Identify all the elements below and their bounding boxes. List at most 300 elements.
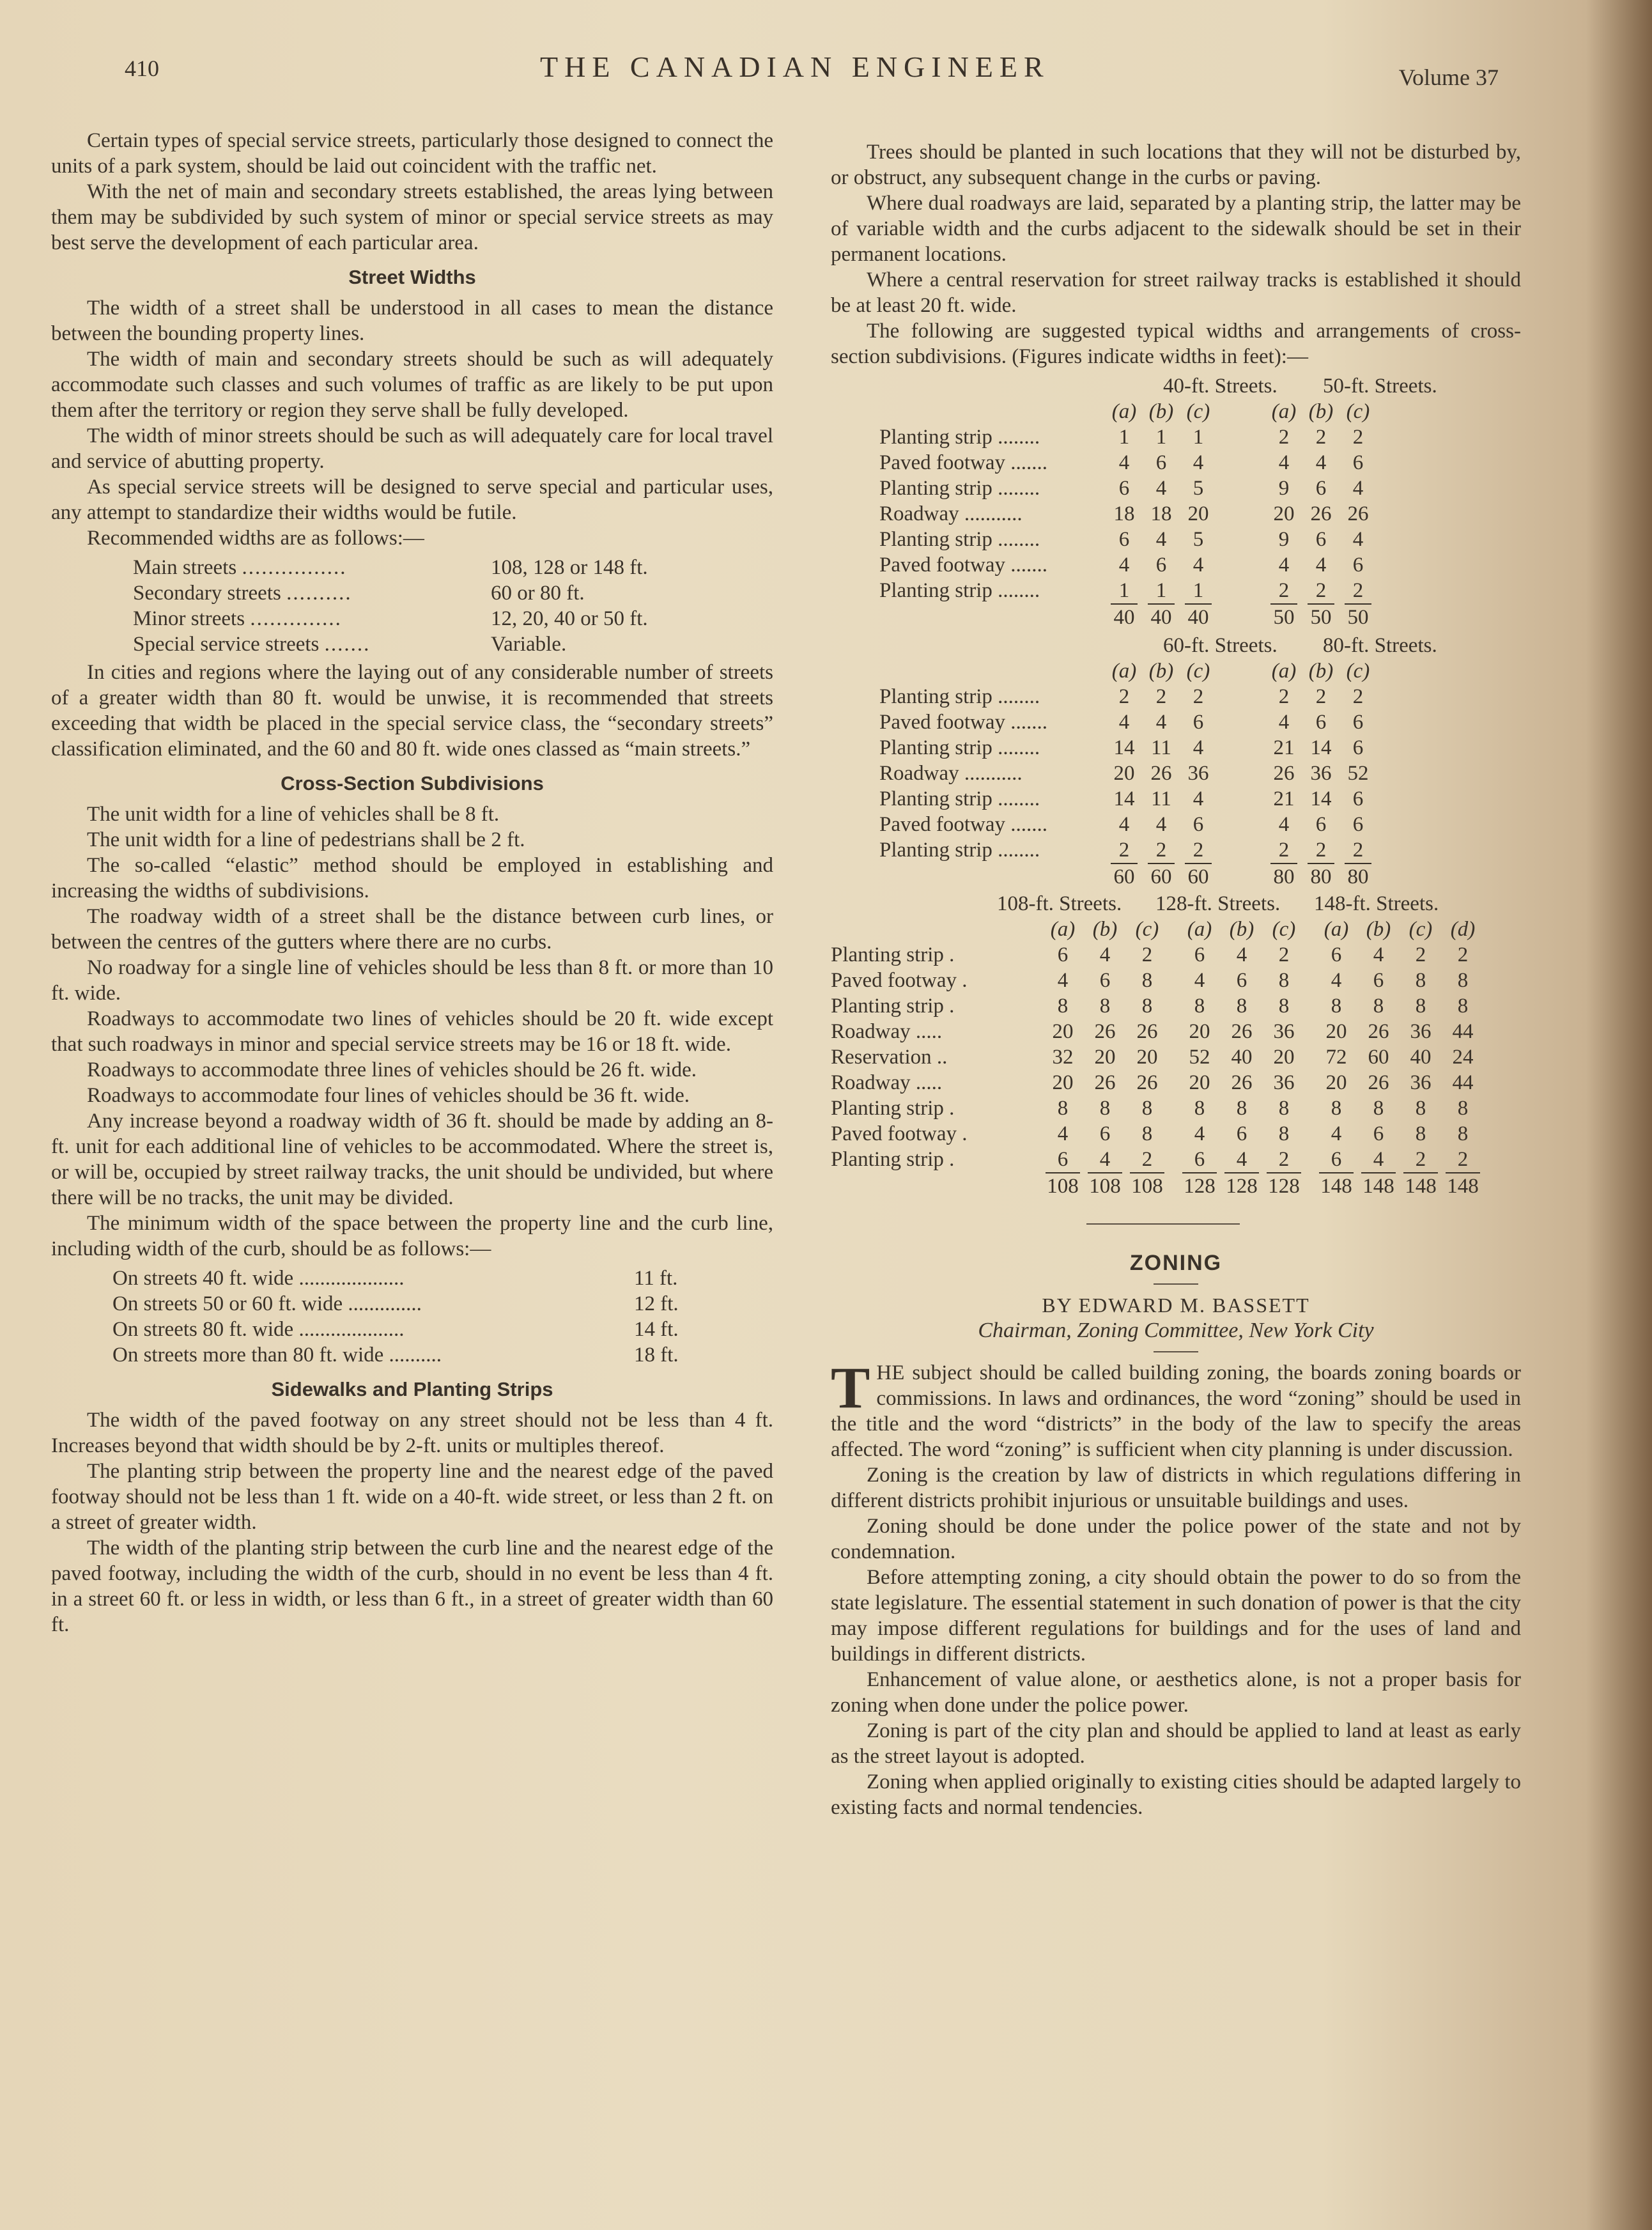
table-cell: 6: [1194, 1148, 1205, 1171]
table-cell: 4: [1352, 477, 1364, 500]
section-heading-street-widths: Street Widths: [348, 266, 476, 288]
column-gap: [1217, 709, 1265, 735]
column-header: (c): [1346, 660, 1370, 683]
table-cell: 44: [1452, 1020, 1474, 1043]
table-cell: 8: [1141, 969, 1153, 992]
table-cell: 2: [1457, 1148, 1469, 1171]
row-label: Planting strip .: [831, 1097, 955, 1120]
group-header: 148-ft. Streets.: [1314, 892, 1439, 915]
table-cell: 26: [1368, 1071, 1389, 1094]
column-gap: [1168, 1121, 1178, 1147]
column-header: (a): [1111, 660, 1137, 683]
column-header: (b): [1092, 918, 1118, 941]
column-gap: [1168, 1172, 1178, 1198]
paragraph: The so-called “elastic” method should be employed in establishing and increasing the widths of subdivisions.: [51, 854, 773, 902]
curb-row: [112, 1291, 773, 1317]
paragraph: As special service streets will be designed to serve special and particular uses, any attempt to standardize their widths would be futile.: [51, 476, 773, 524]
total-cell: 128: [1224, 1172, 1259, 1198]
table-cell: 4: [1194, 1122, 1205, 1145]
table-cell: 2: [1278, 426, 1290, 449]
table-cell: 20: [1189, 1020, 1210, 1043]
table-cell: 6: [1352, 787, 1364, 810]
column-gap: [1305, 942, 1315, 968]
journal-title: THE CANADIAN ENGINEER: [540, 50, 1050, 83]
table-corner: [831, 658, 1106, 684]
curb-label: On streets more than 80 ft. wide ..........: [112, 1343, 442, 1367]
table-row: [831, 1070, 1521, 1096]
table-cell: 26: [1368, 1020, 1389, 1043]
table-cell: 20: [1136, 1046, 1158, 1069]
table-cell: 4: [1236, 943, 1247, 966]
table-cell: 4: [1057, 1122, 1069, 1145]
total-cell: 80: [1345, 863, 1371, 888]
paragraph: In cities and regions where the laying out of any considerable number of streets of a greater width than 80 ft. would be unwise, it is recommended that streets exceeding that width be placed in the special service class, the “secondary streets” classification eliminated, and the 60 and 80 ft. wide ones classed as “main streets.”: [51, 661, 773, 761]
table-cell: 6: [1352, 813, 1364, 836]
total-cell: 80: [1270, 863, 1297, 888]
paragraph: The unit width for a line of pedestrians shall be 2 ft.: [87, 828, 525, 851]
table-cell: 4: [1331, 969, 1342, 992]
table-cell: 36: [1410, 1020, 1432, 1043]
table-cell: 8: [1236, 1097, 1247, 1120]
paragraph: The following are suggested typical widths and arrangements of cross-section subdivisions. (Figures indicate widths in feet):—: [831, 320, 1521, 368]
table-cell: 26: [1231, 1020, 1253, 1043]
table-cell: 14: [1310, 736, 1332, 759]
row-label: Paved footway .......: [879, 451, 1048, 474]
paragraph: The width of minor streets should be such as will adequately care for local travel and service of abutting property.: [51, 424, 773, 473]
column-gap: [1305, 993, 1315, 1019]
width-row: [133, 580, 773, 606]
table-cell: 1: [1118, 426, 1130, 449]
column-gap: [1217, 786, 1265, 812]
paragraph: The minimum width of the space between the property line and the curb line, including width of the curb, should be as follows:—: [51, 1212, 773, 1260]
cross-section-table-108-148: [831, 891, 1521, 1198]
column-gap: [1305, 1147, 1315, 1172]
leader-dots: ................: [242, 556, 347, 579]
total-cell: 50: [1345, 603, 1371, 629]
table-row: [831, 968, 1521, 993]
totals-label: [831, 863, 1106, 888]
paragraph: No roadway for a single line of vehicles should be less than 8 ft. or more than 10 ft. wide.: [51, 956, 773, 1005]
paragraph: Enhancement of value alone, or aesthetics alone, is not a proper basis for zoning when done under the police power.: [831, 1668, 1521, 1717]
table-cell: 2: [1415, 943, 1426, 966]
row-label: Paved footway .......: [879, 813, 1048, 836]
table-group-headers: [831, 373, 1521, 399]
paragraph: The planting strip between the property line and the nearest edge of the paved footway should not be less than 1 ft. wide on a 40-ft. wide street, or less than 2 ft. on a street of greater width.: [51, 1460, 773, 1534]
table-group-headers: [831, 633, 1521, 658]
byline: BY EDWARD M. BASSETT: [1042, 1294, 1310, 1317]
totals-label: [831, 603, 1106, 629]
total-cell: 40: [1185, 603, 1212, 629]
table-cell: 2: [1415, 1148, 1426, 1171]
curb-label: On streets 40 ft. wide ....................: [112, 1267, 405, 1290]
total-cell: 148: [1361, 1172, 1396, 1198]
table-row: [831, 837, 1521, 863]
table-cell: 72: [1325, 1046, 1347, 1069]
table-cell: 2: [1278, 685, 1290, 708]
curb-label: On streets 50 or 60 ft. wide ..............: [112, 1292, 422, 1315]
table-cell: 26: [1273, 762, 1295, 785]
paragraph: The width of the planting strip between the curb line and the nearest edge of the paved footway, including the width of the curb, should in no event be less than 4 ft. in a street 60 ft. or less in width, or less than 6 ft., in a street of greater width than 60 ft.: [51, 1537, 773, 1636]
table-cell: 5: [1193, 528, 1204, 551]
table-cell: 8: [1373, 995, 1384, 1018]
width-label: Secondary streets: [133, 582, 281, 605]
column-header: (c): [1346, 400, 1370, 423]
table-cell: 52: [1189, 1046, 1210, 1069]
column-gap: [1305, 917, 1315, 942]
curb-label: On streets 80 ft. wide ....................: [112, 1318, 405, 1341]
column-header: (c): [1409, 918, 1433, 941]
table-cell: 4: [1278, 711, 1290, 734]
table-cell: 6: [1193, 813, 1204, 836]
table-cell: 6: [1315, 711, 1327, 734]
column-gap: [1217, 501, 1265, 527]
table-cell: 4: [1373, 1148, 1384, 1171]
row-label: Roadway .....: [831, 1020, 943, 1043]
table-cell: 8: [1457, 969, 1469, 992]
table-cell: 1: [1193, 426, 1204, 449]
table-cell: 2: [1278, 1148, 1290, 1171]
table-cell: 14: [1310, 787, 1332, 810]
table-cell: 2: [1118, 839, 1130, 862]
title-rule: [1154, 1283, 1198, 1285]
table-cell: 18: [1150, 502, 1172, 525]
column-gap: [1168, 968, 1178, 993]
curb-value: 18 ft.: [634, 1343, 679, 1367]
table-cell: 4: [1373, 943, 1384, 966]
table-row: [831, 942, 1521, 968]
table-cell: 8: [1057, 1097, 1069, 1120]
table-cell: 36: [1273, 1020, 1295, 1043]
table-column-headers: [831, 658, 1521, 684]
table-cell: 8: [1278, 1122, 1290, 1145]
table-cell: 8: [1194, 995, 1205, 1018]
table-cell: 26: [1136, 1071, 1158, 1094]
total-cell: 148: [1403, 1172, 1438, 1198]
table-cell: 2: [1141, 1148, 1153, 1171]
group-header: 40-ft. Streets.: [1163, 375, 1278, 398]
section-heading-sidewalks: Sidewalks and Planting Strips: [271, 1378, 553, 1400]
table-group-headers: [831, 891, 1521, 917]
paragraph: The unit width for a line of vehicles shall be 8 ft.: [87, 803, 500, 826]
table-cell: 8: [1057, 995, 1069, 1018]
row-label: Planting strip ........: [879, 787, 1040, 810]
table-cell: 1: [1155, 426, 1167, 449]
table-cell: 26: [1094, 1071, 1116, 1094]
curb-row: [112, 1342, 773, 1368]
table-cell: 4: [1194, 969, 1205, 992]
table-cell: 4: [1193, 451, 1204, 474]
curb-widths-list: [112, 1266, 773, 1368]
author-affiliation: Chairman, Zoning Committee, New York City: [978, 1319, 1374, 1342]
total-cell: 80: [1308, 863, 1334, 888]
table-cell: 1: [1155, 579, 1167, 602]
row-label: Planting strip ........: [879, 528, 1040, 551]
column-header: (b): [1148, 400, 1174, 423]
paragraph: The roadway width of a street shall be the distance between curb lines, or between the centres of the gutters where there are no curbs.: [51, 905, 773, 954]
column-gap: [1217, 527, 1265, 552]
column-gap: [1217, 476, 1265, 501]
group-header: 128-ft. Streets.: [1155, 892, 1281, 915]
table-cell: 6: [1057, 1148, 1069, 1171]
cross-section-table-40-50: [831, 373, 1521, 629]
table-cell: 8: [1236, 995, 1247, 1018]
recommended-widths-list: [133, 555, 773, 657]
table-cell: 6: [1315, 528, 1327, 551]
table-cell: 6: [1155, 554, 1167, 577]
column-gap: [1168, 1070, 1178, 1096]
table-cell: 20: [1052, 1071, 1074, 1094]
column-gap: [1217, 450, 1265, 476]
row-label: Planting strip ........: [879, 426, 1040, 449]
curb-row: [112, 1317, 773, 1342]
total-cell: 128: [1182, 1172, 1217, 1198]
table-cell: 2: [1315, 426, 1327, 449]
paragraph: Roadways to accommodate two lines of vehicles should be 20 ft. wide except that such roadways in minor and special service streets may be 16 or 18 ft. wide.: [51, 1007, 773, 1056]
column-header: (b): [1148, 660, 1174, 683]
table-cell: 4: [1099, 943, 1111, 966]
table-cell: 26: [1150, 762, 1172, 785]
column-header: (c): [1272, 918, 1296, 941]
column-gap: [1168, 1044, 1178, 1070]
column-header: (a): [1050, 918, 1076, 941]
table-cell: 4: [1315, 554, 1327, 577]
table-cell: 6: [1118, 477, 1130, 500]
column-gap: [1168, 942, 1178, 968]
paragraph: Roadways to accommodate three lines of vehicles should be 26 ft. wide.: [87, 1058, 697, 1081]
column-gap: [1217, 863, 1265, 888]
table-cell: 26: [1094, 1020, 1116, 1043]
table-cell: 6: [1315, 477, 1327, 500]
table-cell: 4: [1352, 528, 1364, 551]
column-gap: [1305, 968, 1315, 993]
right-column: [831, 139, 1521, 1820]
row-label: Planting strip ........: [879, 579, 1040, 602]
table-cell: 20: [1325, 1020, 1347, 1043]
table-cell: 6: [1236, 969, 1247, 992]
table-row: [831, 993, 1521, 1019]
table-cell: 8: [1141, 1122, 1153, 1145]
table-cell: 2: [1315, 579, 1327, 602]
width-value: 12, 20, 40 or 50 ft.: [491, 607, 648, 630]
column-gap: [1217, 578, 1265, 603]
row-label: Paved footway .: [831, 1122, 968, 1145]
table-row: [831, 501, 1521, 527]
table-cell: 4: [1155, 477, 1167, 500]
table-cell: 20: [1187, 502, 1209, 525]
column-header: (c): [1135, 918, 1159, 941]
paragraph: Recommended widths are as follows:—: [87, 527, 424, 550]
table-cell: 11: [1151, 736, 1171, 759]
table-row: [831, 552, 1521, 578]
table-row: [831, 424, 1521, 450]
table-cell: 6: [1315, 813, 1327, 836]
table-column-headers: [831, 399, 1521, 424]
running-header: [125, 50, 1499, 101]
width-value: 108, 128 or 148 ft.: [491, 556, 648, 579]
column-header: (a): [1324, 918, 1349, 941]
table-cell: 2: [1457, 943, 1469, 966]
table-cell: 14: [1113, 787, 1135, 810]
column-gap: [1217, 761, 1265, 786]
table-cell: 8: [1278, 1097, 1290, 1120]
row-label: Planting strip ........: [879, 839, 1040, 862]
total-cell: 108: [1046, 1172, 1080, 1198]
table-cell: 6: [1099, 969, 1111, 992]
table-cell: 20: [1273, 502, 1295, 525]
column-header: (a): [1111, 400, 1137, 423]
table-cell: 1: [1193, 579, 1204, 602]
row-label: Paved footway .......: [879, 554, 1048, 577]
table-cell: 8: [1415, 1122, 1426, 1145]
table-cell: 26: [1347, 502, 1369, 525]
table-cell: 2: [1155, 685, 1167, 708]
table-cell: 2: [1118, 685, 1130, 708]
table-row: [831, 450, 1521, 476]
table-cell: 4: [1155, 528, 1167, 551]
table-cell: 36: [1410, 1071, 1432, 1094]
column-gap: [1217, 399, 1265, 424]
table-cell: 4: [1118, 451, 1130, 474]
table-cell: 20: [1189, 1071, 1210, 1094]
left-column: [51, 128, 773, 1638]
totals-row: [831, 863, 1521, 888]
table-cell: 9: [1278, 477, 1290, 500]
total-cell: 148: [1446, 1172, 1480, 1198]
table-row: [831, 1147, 1521, 1172]
total-cell: 40: [1111, 603, 1138, 629]
table-cell: 8: [1415, 995, 1426, 1018]
table-cell: 36: [1273, 1071, 1295, 1094]
table-cell: 26: [1136, 1020, 1158, 1043]
total-cell: 148: [1319, 1172, 1354, 1198]
group-header: 80-ft. Streets.: [1323, 634, 1437, 657]
leader-dots: ..........: [286, 582, 352, 605]
column-gap: [1305, 1019, 1315, 1044]
table-cell: 4: [1278, 554, 1290, 577]
table-row: [831, 1019, 1521, 1044]
total-cell: 108: [1130, 1172, 1164, 1198]
paragraph: The width of a street shall be understood in all cases to mean the distance between the bounding property lines.: [51, 297, 773, 345]
table-cell: 6: [1099, 1122, 1111, 1145]
row-label: Planting strip .: [831, 943, 955, 966]
table-cell: 6: [1352, 554, 1364, 577]
paragraph: Before attempting zoning, a city should obtain the power to do so from the state legislature. The essential statement in such donation of power is that the city may impose different regulations for buildings and for the uses of land and buildings in different districts.: [831, 1566, 1521, 1666]
width-label: Special service streets: [133, 633, 320, 656]
column-gap: [1305, 1070, 1315, 1096]
curb-row: [112, 1266, 773, 1291]
table-cell: 6: [1331, 943, 1342, 966]
drop-cap: T: [831, 1355, 870, 1420]
page-number: 410: [125, 56, 159, 81]
table-cell: 8: [1278, 995, 1290, 1018]
group-header: 60-ft. Streets.: [1163, 634, 1278, 657]
table-corner: [831, 399, 1106, 424]
row-label: Planting strip ........: [879, 736, 1040, 759]
table-cell: 20: [1325, 1071, 1347, 1094]
row-label: Roadway ...........: [879, 762, 1023, 785]
paragraph: With the net of main and secondary streets established, the areas lying between them may be subdivided by such system of minor or special service streets as may best serve the development of each particular area.: [51, 180, 773, 254]
curb-value: 12 ft.: [634, 1292, 679, 1315]
table-cell: 4: [1118, 554, 1130, 577]
total-cell: 108: [1088, 1172, 1122, 1198]
column-gap: [1217, 603, 1265, 629]
table-cell: 8: [1457, 1122, 1469, 1145]
table-cell: 8: [1141, 995, 1153, 1018]
table-cell: 14: [1113, 736, 1135, 759]
paragraph: Where dual roadways are laid, separated by a planting strip, the latter may be of variable width and the curbs adjacent to the sidewalk should be set in their permanent locations.: [831, 192, 1521, 266]
column-header: (b): [1308, 400, 1334, 423]
row-label: Planting strip ........: [879, 477, 1040, 500]
row-label: Reservation ..: [831, 1046, 948, 1069]
table-cell: 4: [1278, 813, 1290, 836]
table-cell: 8: [1373, 1097, 1384, 1120]
row-label: Paved footway .......: [879, 711, 1048, 734]
column-header: (c): [1186, 400, 1210, 423]
width-row: [133, 555, 773, 580]
table-cell: 4: [1278, 451, 1290, 474]
total-cell: 60: [1111, 863, 1138, 888]
curb-value: 11 ft.: [634, 1267, 678, 1290]
table-cell: 8: [1415, 969, 1426, 992]
leader-dots: .......: [324, 633, 371, 656]
paragraph: Zoning is the creation by law of districts in which regulations differing in different districts prohibit injurious or unsuitable buildings and uses.: [831, 1464, 1521, 1512]
table-row: [831, 527, 1521, 552]
width-value: Variable.: [491, 633, 567, 656]
column-header: (b): [1308, 660, 1334, 683]
group-header: 108-ft. Streets.: [997, 892, 1122, 915]
column-gap: [1217, 658, 1265, 684]
table-cell: 6: [1331, 1148, 1342, 1171]
total-cell: 128: [1267, 1172, 1301, 1198]
table-row: [831, 578, 1521, 603]
table-cell: 2: [1315, 839, 1327, 862]
table-cell: 2: [1278, 839, 1290, 862]
table-cell: 2: [1352, 579, 1364, 602]
table-cell: 60: [1368, 1046, 1389, 1069]
table-cell: 8: [1099, 995, 1111, 1018]
column-gap: [1168, 1096, 1178, 1121]
table-cell: 6: [1193, 711, 1204, 734]
table-cell: 4: [1193, 736, 1204, 759]
column-header: (a): [1271, 660, 1297, 683]
paragraph: Certain types of special service streets, particularly those designed to connect the units of a park system, should be laid out coincident with the traffic net.: [51, 129, 773, 178]
table-cell: 4: [1057, 969, 1069, 992]
totals-row: [831, 603, 1521, 629]
table-row: [831, 1121, 1521, 1147]
paragraph: Roadways to accommodate four lines of vehicles should be 36 ft. wide.: [87, 1084, 690, 1107]
row-label: Paved footway .: [831, 969, 968, 992]
table-column-headers: [831, 917, 1521, 942]
table-cell: 8: [1194, 1097, 1205, 1120]
row-label: Planting strip ........: [879, 685, 1040, 708]
total-cell: 40: [1148, 603, 1175, 629]
table-cell: 26: [1310, 502, 1332, 525]
paragraph: The width of the paved footway on any street should not be less than 4 ft. Increases beyond that width should be by 2-ft. units or multiples thereof.: [51, 1409, 773, 1457]
table-cell: 11: [1151, 787, 1171, 810]
table-cell: 40: [1231, 1046, 1253, 1069]
table-cell: 4: [1315, 451, 1327, 474]
table-cell: 2: [1315, 685, 1327, 708]
table-cell: 36: [1310, 762, 1332, 785]
column-header: (a): [1271, 400, 1297, 423]
row-label: Roadway ...........: [879, 502, 1023, 525]
table-row: [831, 1096, 1521, 1121]
column-gap: [1217, 837, 1265, 863]
table-cell: 8: [1331, 1097, 1342, 1120]
paragraph: [831, 1355, 1521, 1462]
table-cell: 26: [1231, 1071, 1253, 1094]
title-rule: [1154, 1351, 1198, 1352]
